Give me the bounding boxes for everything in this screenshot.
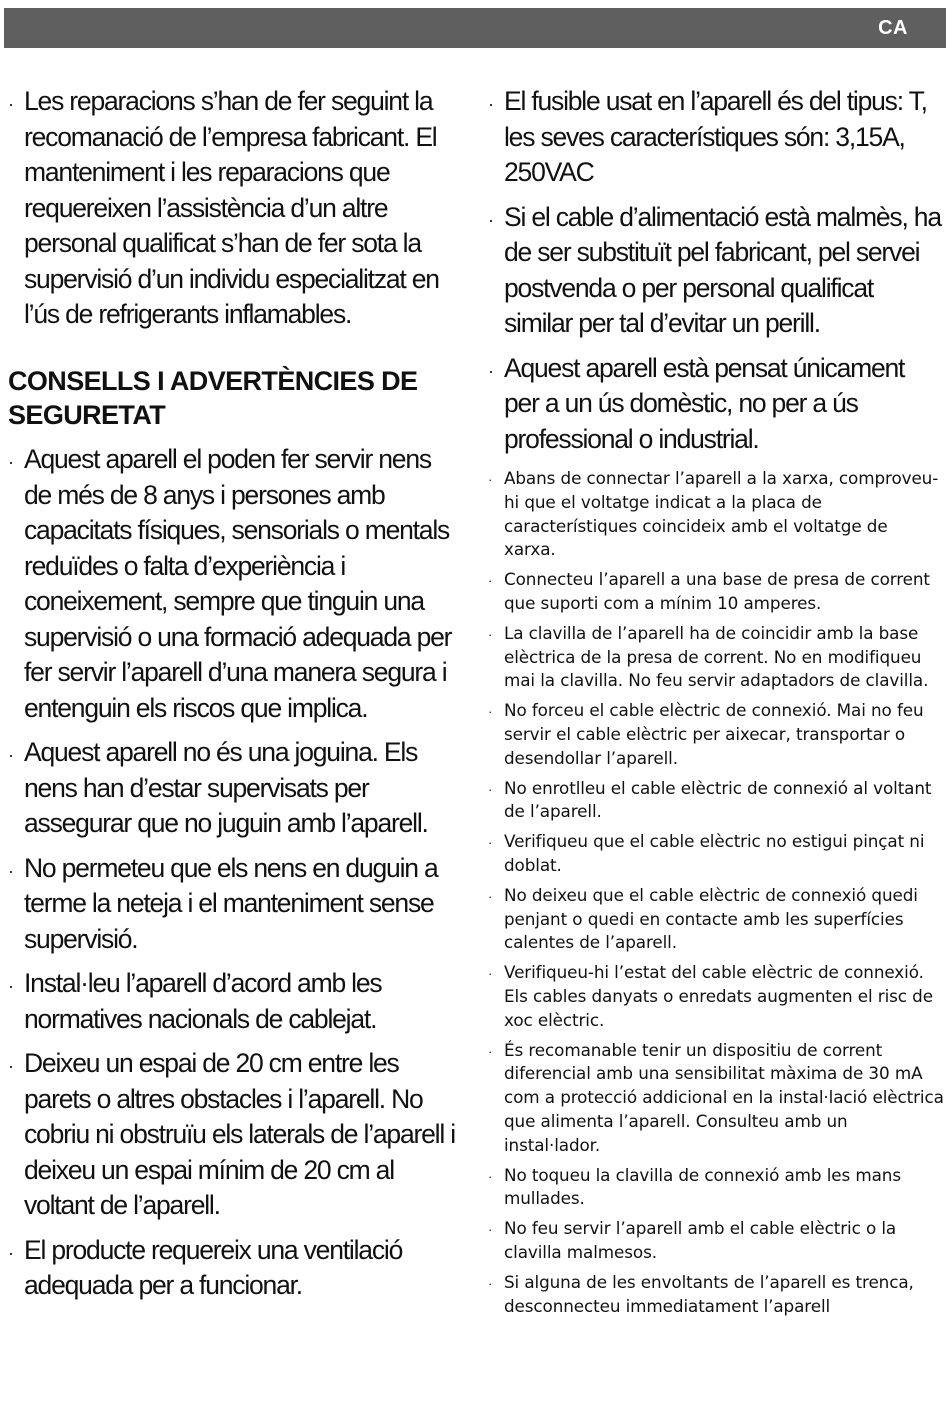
list-item: [488, 884, 944, 955]
electrical-list: [488, 467, 944, 1318]
list-item-text: Aquest aparell està pensat únicament per a un ús domèstic, no per a ús professional o industrial.: [504, 352, 905, 454]
list-item-text: Instal·leu l’aparell d’acord amb les normatives nacionals de cablejat.: [24, 968, 382, 1034]
list-item: [8, 735, 464, 842]
list-item: [8, 442, 464, 726]
list-item: [488, 830, 944, 878]
bullet-dot: ·: [8, 1242, 13, 1263]
list-item: [8, 84, 460, 333]
list-item: [488, 467, 944, 562]
list-item: [488, 568, 944, 616]
bullet-dot: ·: [488, 1275, 493, 1291]
list-item-text: No feu servir l’aparell amb el cable elèctric o la clavilla malmesos.: [504, 1218, 897, 1262]
intro-list: [8, 84, 460, 333]
fuse-cable-list: [488, 84, 944, 457]
list-item: [8, 966, 464, 1037]
bullet-dot: ·: [8, 976, 13, 996]
list-item: [488, 1164, 944, 1212]
list-item: [488, 1217, 944, 1265]
list-item: [488, 622, 944, 693]
safety-list: [8, 442, 464, 1304]
list-item-text: Aquest aparell el poden fer servir nens de més de 8 anys i persones amb capacitats físiques, sensorials o mentals reduïdes o falta d’experiència i coneixement, sempre que tinguin una supervisió o una formació adequada per fer servir l’aparell d’una manera segura i entenguin els riscos que implica.: [24, 444, 452, 723]
list-item-text: No forceu el cable elèctric de connexió. Mai no feu servir el cable elèctric per aixecar, transportar o desendollar l’aparell.: [504, 700, 924, 768]
header-bar: [4, 8, 946, 48]
bullet-dot: ·: [488, 1043, 493, 1059]
list-item-text: Si el cable d’alimentació està malmès, ha de ser substituït pel fabricant, pel servei postvenda o per personal qualificat similar per tal d’evitar un perill.: [504, 201, 941, 338]
list-item-text: Deixeu un espai de 20 cm entre les parets o altres obstacles i l’aparell. No cobriu ni obstruïu els laterals de l’aparell i deixeu un espai mínim de 20 cm al voltant de l’aparell.: [24, 1048, 455, 1220]
list-item-text: Si alguna de les envoltants de l’aparell es trenca, desconnecteu immediatament l’aparell: [504, 1271, 914, 1316]
bullet-dot: ·: [488, 472, 493, 487]
bullet-dot: ·: [488, 781, 493, 797]
list-item-text: No deixeu que el cable elèctric de connexió quedi penjant o quedi en contacte amb les superfícies calentes de l’aparell.: [504, 884, 918, 953]
bullet-dot: ·: [8, 452, 13, 472]
bullet-dot: ·: [8, 745, 13, 765]
list-item: [488, 84, 944, 191]
bullet-dot: ·: [488, 966, 493, 982]
list-item: [8, 851, 464, 958]
list-item-text: Connecteu l’aparell a una base de presa de corrent que suporti com a mínim 10 amperes.: [504, 569, 930, 613]
list-item-text: El producte requereix una ventilació adequada per a funcionar.: [24, 1234, 403, 1300]
list-item: [488, 351, 944, 458]
list-item-text: No enrotlleu el cable elèctric de connexió al voltant de l’aparell.: [504, 777, 932, 822]
list-item-text: No toqueu la clavilla de connexió amb les mans mullades.: [504, 1164, 901, 1209]
list-item: [488, 1039, 944, 1158]
list-item-text: Les reparacions s’han de fer seguint la recomanació de l’empresa fabricant. El manteniment i les reparacions que requereixen l’assistència d’un altre personal qualificat s’han de fer sota la supervisió d’un individu especialitzat en l’ús de refrigerants inflamables.: [24, 86, 439, 329]
bullet-dot: ·: [8, 860, 13, 881]
list-item: [488, 200, 944, 342]
list-item: [8, 1233, 464, 1304]
language-code: CA: [878, 17, 908, 39]
list-item-text: Aquest aparell no és una joguina. Els nens han d’estar supervisats per assegurar que no juguin amb l’aparell.: [24, 737, 428, 838]
list-item: [488, 961, 944, 1032]
list-item-text: El fusible usat en l’aparell és del tipus: T, les seves característiques són: 3,15A, 250VAC: [504, 86, 927, 187]
bullet-dot: ·: [488, 1168, 493, 1184]
list-item: [488, 1271, 944, 1319]
bullet-dot: ·: [488, 209, 493, 230]
list-item-text: Abans de connectar l’aparell a la xarxa, comproveu-hi que el voltatge indicat a la placa de característiques coincideix amb el voltatge de xarxa.: [504, 468, 939, 560]
list-item: [8, 1046, 464, 1224]
section-title: CONSELLS I ADVERTÈNCIES DE SEGURETAT: [8, 366, 418, 430]
list-item-text: Verifiqueu-hi l’estat del cable elèctric de connexió. Els cables danyats o enredats augmenten el risc de xoc elèctric.: [504, 962, 933, 1030]
bullet-dot: ·: [488, 704, 493, 720]
bullet-dot: ·: [488, 1222, 493, 1238]
list-item: [488, 699, 944, 770]
bullet-dot: ·: [488, 888, 493, 904]
list-item-text: No permeteu que els nens en duguin a terme la neteja i el manteniment sense supervisió.: [24, 852, 438, 954]
bullet-dot: ·: [488, 626, 493, 642]
bullet-dot: ·: [8, 94, 13, 114]
bullet-dot: ·: [488, 94, 493, 114]
list-item-text: Verifiqueu que el cable elèctric no estigui pinçat ni doblat.: [504, 831, 925, 875]
bullet-dot: ·: [488, 360, 493, 381]
bullet-dot: ·: [8, 1056, 13, 1076]
list-item-text: La clavilla de l’aparell ha de coincidir amb la base elèctrica de la presa de corrent. No en modifiqueu mai la clavilla. No feu servir adaptadors de clavilla.: [504, 622, 929, 691]
list-item: [488, 777, 944, 825]
bullet-dot: ·: [488, 573, 493, 589]
list-item-text: És recomanable tenir un dispositiu de corrent diferencial amb una sensibilitat màxima de 30 mA com a protecció addicional en la instal·lació elèctrica que alimenta l’aparell. Consulteu amb un instal·lador.: [504, 1039, 944, 1155]
bullet-dot: ·: [488, 835, 493, 851]
